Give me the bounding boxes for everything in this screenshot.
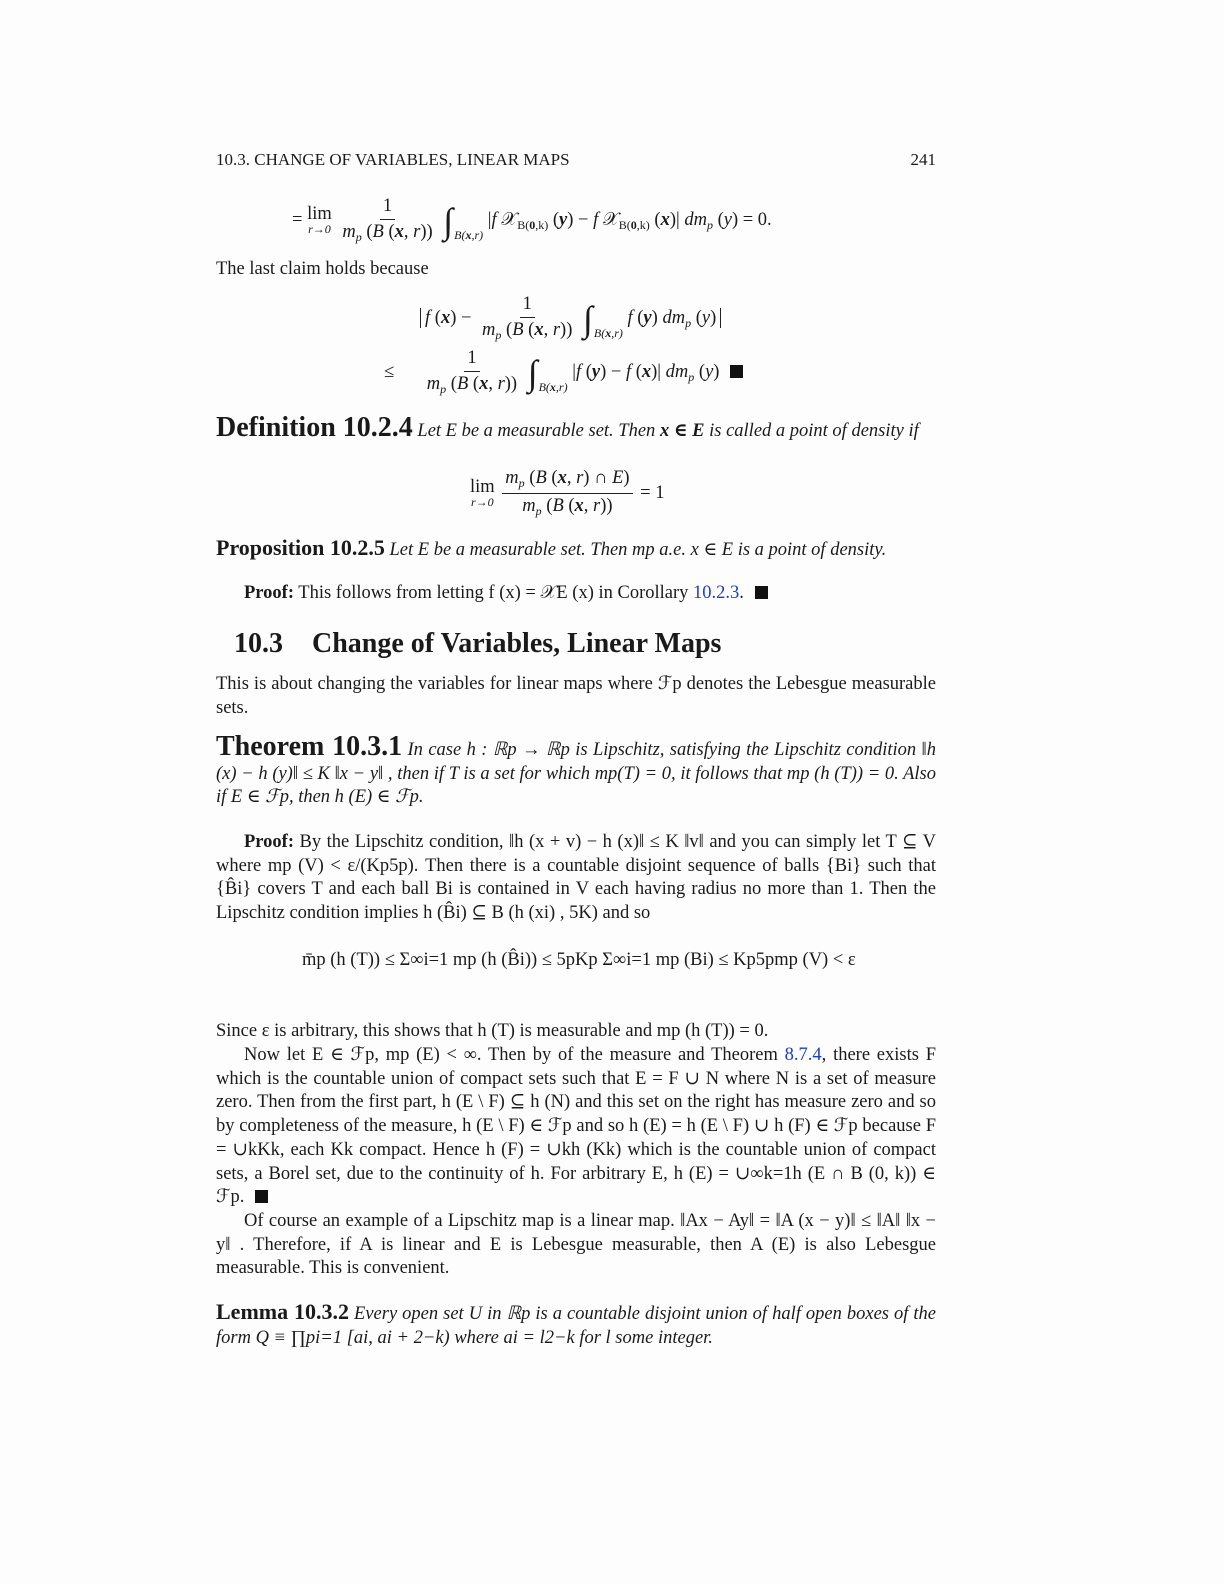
definition-10-2-4: Definition 10.2.4 Let E be a measurable set. Then x ∈ E is called a point of density if xyxy=(216,412,919,443)
para-lipschitz-linear: Of course an example of a Lipschitz map is a linear map. ‖Ax − Ay‖ = ‖A (x − y)‖ ≤ ‖A‖ ‖x − y‖ . Therefore, if A is linear and E is Lebesgue measurable, then A (E) is also Lebesgue measurable. This is convenient. xyxy=(216,1211,936,1279)
link-corollary-10-2-3[interactable]: 10.2.3 xyxy=(693,583,740,603)
qed-square xyxy=(755,586,768,599)
text-last-claim: The last claim holds because xyxy=(216,259,429,279)
equation-limit-integral: = lim r→0 $\frac{1}{m_p (B (x, r))}$ $\int_{B(x,r)}$ |f 𝒳$_{B(0,k)}$ (y) − f 𝒳$_{B(0,k)}$ (x)| $dm_p$ (y) = 0. xyxy=(292,196,772,244)
para-now-let-e: Now let E ∈ ℱp, mp (E) < ∞. Then by of the measure and Theorem 8.7.4, there exists F which is the countable union of compact sets such that E = F ∪ N where N is a set of measure zero. Then from the first part, h (E \ F) ⊆ h (N) and this set on the right has measure zero and so by completeness of the measure, h (E \ F) ∈ ℱp and so h (E) = h (E \ F) ∪ h (F) ∈ ℱp because F = ∪kKk, each Kk compact. Hence h (F) = ∪kh (Kk) which is the countable union of compact sets, a Borel set, due to the continuity of h. For arbitrary E, h (E) = ∪∞k=1h (E ∩ B (0, k)) ∈ ℱp. xyxy=(216,1045,937,1208)
para-since-epsilon: Since ε is arbitrary, this shows that h (T) is measurable and mp (h (T)) = 0. xyxy=(216,1021,769,1041)
page-number: 241 xyxy=(910,150,936,169)
proposition-label: Proposition 10.2.5 xyxy=(216,535,385,560)
qed-square xyxy=(730,365,743,378)
proof-theorem-10-3-1: Proof: By the Lipschitz condition, ‖h (x + v) − h (x)‖ ≤ K ‖v‖ and you can simply let T ⊆ V where mp (V) < ε/(Kp5p). Then there is a countable disjoint sequence of balls {Bi} such that {B̂i} covers T and each ball Bi is contained in V each having radius no more than 1. Then the Lipschitz condition implies h (B̂i) ⊆ B (h (xi) , 5K) and so xyxy=(216,832,936,924)
equation-bound-line2: ≤ $\frac{1}{m_p (B (x, r))}$ $\int_{B(x,r)}$ |f (y) − f (x)| $dm_p$ (y) xyxy=(384,348,743,397)
equation-density: lim r→0 $\frac{m_p (B (x, r) \cap E)}{m_p (B (x, r))}$ = 1 xyxy=(470,468,665,518)
equation-bound-line1: f (x) − $\frac{1}{m_p (B (x, r))}$ $\int_{B(x,r)}$ f (y) $dm_p$ (y) xyxy=(420,294,721,343)
lemma-label: Lemma 10.3.2 xyxy=(216,1299,349,1324)
proposition-10-2-5: Proposition 10.2.5 Let E be a measurable set. Then mp a.e. x ∈ E is a point of density. xyxy=(216,535,887,560)
section-heading-10-3: 10.3 Change of Variables, Linear Maps xyxy=(234,628,722,659)
theorem-10-3-1: Theorem 10.3.1 In case h : ℝp → ℝp is Lipschitz, satisfying the Lipschitz condition ‖h (x) − h (y)‖ ≤ K ‖x − y‖ , then if T is a set for which mp(T) = 0, it follows that mp (h (T)) = 0. Also if E ∈ ℱp, then h (E) ∈ ℱp. xyxy=(216,731,936,808)
link-theorem-8-7-4[interactable]: 8.7.4 xyxy=(784,1045,822,1065)
running-header xyxy=(216,150,936,170)
qed-square xyxy=(255,1190,268,1203)
proof-prop-10-2-5: Proof: This follows from letting f (x) = 𝒳E (x) in Corollary 10.2.3. xyxy=(244,582,936,606)
theorem-label: Theorem 10.3.1 xyxy=(216,731,403,762)
running-header-title: 10.3. CHANGE OF VARIABLES, LINEAR MAPS xyxy=(216,150,570,169)
lemma-10-3-2: Lemma 10.3.2 Every open set U in ℝp is a countable disjoint union of half open boxes of the form Q ≡ ∏pi=1 [ai, ai + 2−k) where ai = l2−k for l some integer. xyxy=(216,1299,937,1348)
definition-label: Definition 10.2.4 xyxy=(216,412,413,443)
equation-outer-measure: m̄p (h (T)) ≤ Σ∞i=1 mp (h (B̂i)) ≤ 5pKp Σ∞i=1 mp (Bi) ≤ Kp5pmp (V) < ε xyxy=(302,950,856,970)
section-intro: This is about changing the variables for linear maps where ℱp denotes the Lebesgue measurable sets. xyxy=(216,674,936,718)
